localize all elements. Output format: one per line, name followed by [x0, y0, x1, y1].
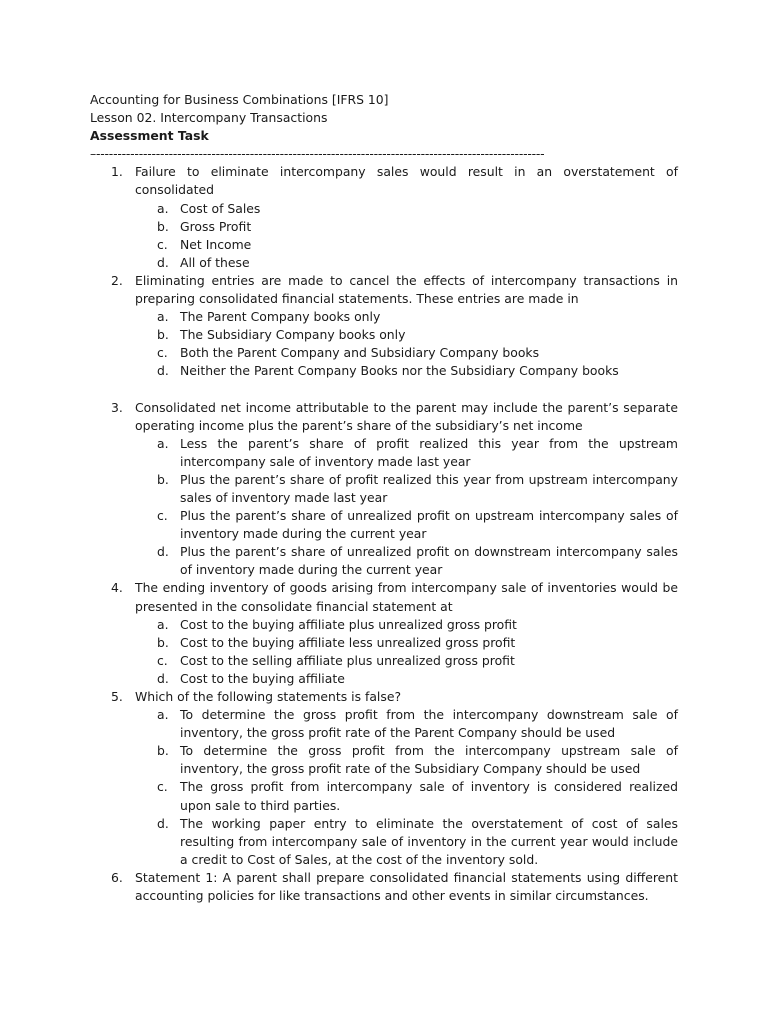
option-text: To determine the gross profit from the intercompany upstream sale of inventory, the gross profit rate of the Subsidiary Company should be used	[180, 743, 678, 777]
option-letter: c.	[157, 779, 168, 795]
option-item	[157, 815, 678, 869]
option-item	[157, 471, 678, 507]
option-letter: b.	[157, 218, 169, 234]
option-letter: c.	[157, 652, 168, 668]
option-item	[157, 308, 678, 326]
option-item	[157, 616, 678, 634]
option-text: Neither the Parent Company Books nor the Subsidiary Company books	[180, 363, 619, 379]
option-list	[135, 616, 678, 688]
option-text: To determine the gross profit from the intercompany downstream sale of inventory, the gross profit rate of the Parent Company should be used	[180, 707, 678, 741]
option-letter: d.	[157, 670, 169, 686]
option-letter: a.	[157, 616, 169, 632]
option-text: The Parent Company books only	[180, 309, 381, 325]
option-text: Cost to the buying affiliate plus unrealized gross profit	[180, 616, 517, 632]
option-letter: c.	[157, 236, 168, 252]
option-text: Gross Profit	[180, 218, 252, 234]
option-item	[157, 254, 678, 272]
question-text: Eliminating entries are made to cancel the effects of intercompany transactions in preparing consolidated financial statements. These entries are made in	[135, 272, 678, 307]
option-item	[157, 344, 678, 362]
question-number: 2.	[111, 272, 123, 288]
option-text: Cost to the selling affiliate plus unrealized gross profit	[180, 652, 515, 668]
option-item	[157, 326, 678, 344]
lesson-title: Lesson 02. Intercompany Transactions	[90, 110, 328, 126]
question-2	[111, 272, 678, 399]
option-item	[157, 742, 678, 778]
option-letter: a.	[157, 707, 169, 723]
option-list	[135, 308, 678, 380]
option-item	[157, 362, 678, 380]
option-item	[157, 670, 678, 688]
blank-line	[135, 381, 678, 399]
question-number: 4.	[111, 580, 123, 596]
option-text: All of these	[180, 254, 250, 270]
question-list	[90, 163, 678, 905]
option-item	[157, 200, 678, 218]
question-text: Which of the following statements is false?	[135, 689, 402, 704]
option-letter: b.	[157, 743, 169, 759]
option-item	[157, 236, 678, 254]
option-text: Cost to the buying affiliate	[180, 670, 345, 686]
question-text: Failure to eliminate intercompany sales would result in an overstatement of consolidated	[135, 164, 678, 198]
option-text: Both the Parent Company and Subsidiary Company books	[180, 345, 540, 361]
question-text: Consolidated net income attributable to the parent may include the parent’s separate operating income plus the parent’s share of the subsidiary’s net income	[135, 399, 678, 433]
option-text: Net Income	[180, 236, 252, 252]
option-item	[157, 778, 678, 814]
course-title: Accounting for Business Combinations [IFRS 10]	[90, 92, 389, 107]
option-text: The working paper entry to eliminate the overstatement of cost of sales resulting from intercompany sale of inventory in the current year would include a credit to Cost of Sales, at the cost of the inventory sold.	[180, 815, 678, 867]
option-item	[157, 706, 678, 742]
question-5	[111, 688, 678, 869]
option-letter: b.	[157, 471, 169, 487]
option-text: Less the parent’s share of profit realized this year from the upstream intercompany sale of inventory made last year	[180, 435, 678, 469]
question-text: The ending inventory of goods arising from intercompany sale of inventories would be presented in the consolidate financial statement at	[135, 580, 678, 614]
option-item	[157, 507, 678, 543]
question-6	[111, 869, 678, 905]
question-number: 1.	[111, 164, 123, 180]
option-letter: b.	[157, 327, 169, 343]
question-text: Statement 1: A parent shall prepare consolidated financial statements using different accounting policies for like transactions and other events in similar circumstances.	[135, 869, 678, 904]
option-letter: d.	[157, 363, 169, 379]
option-text: Cost of Sales	[180, 200, 261, 216]
option-item	[157, 652, 678, 670]
option-text: The Subsidiary Company books only	[180, 327, 406, 343]
dashed-divider: –---------------------------------------------------------------------------------------------------------	[90, 146, 545, 162]
document-page	[90, 91, 678, 905]
option-letter: b.	[157, 634, 169, 650]
option-list	[135, 706, 678, 869]
option-list	[135, 435, 678, 580]
question-4	[111, 579, 678, 688]
question-number: 6.	[111, 869, 123, 885]
option-list	[135, 200, 678, 272]
page-title: Assessment Task	[90, 128, 209, 144]
question-number: 5.	[111, 689, 123, 704]
option-letter: c.	[157, 345, 168, 361]
option-item	[157, 634, 678, 652]
option-letter: d.	[157, 815, 169, 831]
option-letter: a.	[157, 309, 169, 325]
question-1	[111, 163, 678, 272]
question-number: 3.	[111, 399, 123, 415]
option-item	[157, 435, 678, 471]
option-letter: d.	[157, 254, 169, 270]
option-letter: a.	[157, 435, 169, 451]
question-3	[111, 399, 678, 580]
option-text: Plus the parent’s share of unrealized profit on upstream intercompany sales of inventory made during the current year	[180, 508, 678, 542]
option-item	[157, 543, 678, 579]
option-text: Plus the parent’s share of unrealized profit on downstream intercompany sales of inventory made during the current year	[180, 544, 678, 578]
option-item	[157, 218, 678, 236]
option-text: Plus the parent’s share of profit realized this year from upstream intercompany sales of inventory made last year	[180, 471, 678, 505]
option-text: The gross profit from intercompany sale of inventory is considered realized upon sale to third parties.	[180, 779, 678, 813]
option-letter: a.	[157, 200, 169, 216]
option-text: Cost to the buying affiliate less unrealized gross profit	[180, 634, 516, 650]
option-letter: d.	[157, 544, 169, 560]
option-letter: c.	[157, 508, 168, 524]
